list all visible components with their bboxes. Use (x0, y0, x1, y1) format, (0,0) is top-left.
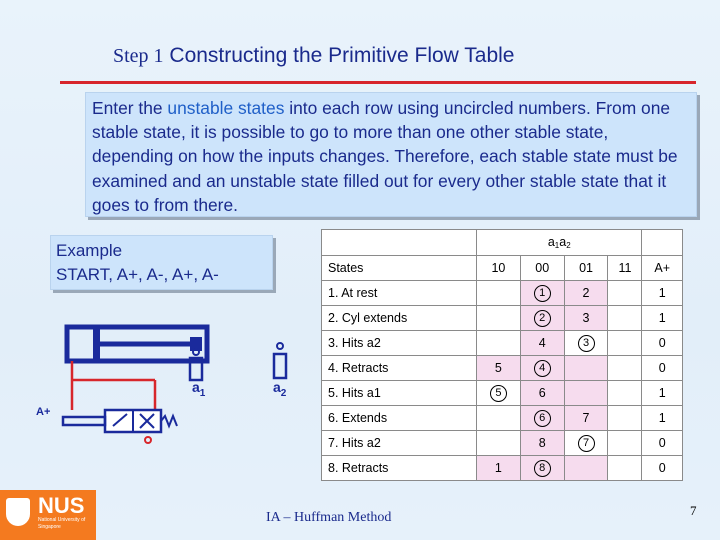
table-cell (608, 406, 642, 431)
table-cell (520, 356, 564, 381)
table-cell: 1 (642, 281, 683, 306)
state-label: 8. Retracts (322, 456, 477, 481)
table-row (322, 331, 683, 356)
table-cell (564, 331, 608, 356)
state-label: 1. At rest (322, 281, 477, 306)
state-label: 6. Extends (322, 406, 477, 431)
table-cell (608, 281, 642, 306)
state-label: 4. Retracts (322, 356, 477, 381)
limit-switch-a1 (190, 349, 202, 380)
footer-text: IA – Huffman Method (266, 510, 392, 525)
table-cell: 3 (564, 306, 608, 331)
solenoid (63, 417, 105, 425)
stable-state-circle: 4 (534, 360, 551, 377)
label-a1: $a_1$ (192, 379, 206, 399)
state-label: 3. Hits a2 (322, 331, 477, 356)
state-label: 5. Hits a1 (322, 381, 477, 406)
table-cell: 0 (642, 356, 683, 381)
table-cell (564, 356, 608, 381)
stable-state-circle: 2 (534, 310, 551, 327)
logo-text: NUS (38, 493, 85, 518)
table-row (322, 381, 683, 406)
logo-subtitle: National University of Singapore (38, 517, 86, 530)
stable-state-circle: 5 (490, 385, 507, 402)
table-cell: 4 (520, 331, 564, 356)
table-cell: 1 (477, 456, 521, 481)
title-text: Constructing the Primitive Flow Table (169, 44, 515, 67)
piston (93, 327, 100, 361)
instruction-box (85, 92, 697, 217)
column-header: 00 (520, 256, 564, 281)
table-row (322, 281, 683, 306)
table-cell: 1 (642, 381, 683, 406)
pressure-port (145, 437, 151, 443)
step-label: Step 1 (113, 45, 164, 67)
table-cell (608, 456, 642, 481)
table-cell (608, 381, 642, 406)
table-row (322, 406, 683, 431)
table-cell: 0 (642, 331, 683, 356)
table-cell (564, 456, 608, 481)
table-cell (477, 381, 521, 406)
table-cell: 0 (642, 456, 683, 481)
table-header-columns (322, 256, 683, 281)
table-row (322, 356, 683, 381)
label-a2: $a_2$ (273, 379, 287, 399)
primitive-flow-table (321, 229, 683, 481)
table-cell (608, 431, 642, 456)
example-sequence: START, A+, A-, A+, A- (56, 265, 219, 284)
table-cell (520, 406, 564, 431)
table-row (322, 456, 683, 481)
column-header: 10 (477, 256, 521, 281)
table-cell (477, 331, 521, 356)
example-box (50, 235, 273, 290)
states-header: States (322, 256, 477, 281)
table-cell: 5 (477, 356, 521, 381)
return-spring (161, 416, 177, 426)
stable-state-circle: 1 (534, 285, 551, 302)
slide-title (113, 44, 515, 68)
state-label: 2. Cyl extends (322, 306, 477, 331)
table-cell: 2 (564, 281, 608, 306)
table-cell: 1 (642, 406, 683, 431)
stable-state-circle: 8 (534, 460, 551, 477)
column-header: 11 (608, 256, 642, 281)
stable-state-circle: 7 (578, 435, 595, 452)
table-row (322, 306, 683, 331)
title-divider (60, 81, 696, 84)
column-header: A+ (642, 256, 683, 281)
table-cell: 6 (520, 381, 564, 406)
stable-state-circle: 6 (534, 410, 551, 427)
table-cell (477, 406, 521, 431)
table-row (322, 431, 683, 456)
table-cell (608, 356, 642, 381)
highlight-unstable-states: unstable states (167, 98, 285, 118)
table-cell (564, 381, 608, 406)
label-aplus: A+ (36, 406, 51, 418)
instruction-text: Enter the unstable states into each row using uncircled numbers. From one stable state, it is possible to go to more than one other stable state, depending on how the inputs changes. Therefore, each stable state must be examined and an unstable state filled out for every other stable state that it goes to from there. (92, 98, 678, 215)
table-cell (608, 306, 642, 331)
page-number: 7 (690, 503, 697, 518)
nus-logo (0, 490, 96, 540)
table-cell: 8 (520, 431, 564, 456)
column-header: 01 (564, 256, 608, 281)
example-heading: Example (56, 241, 123, 260)
limit-switch-a2 (274, 343, 286, 378)
table-cell (564, 431, 608, 456)
table-cell: 0 (642, 431, 683, 456)
table-cell (477, 281, 521, 306)
table-cell (520, 456, 564, 481)
input-variables-header: $a_1a_2$ (477, 230, 642, 256)
pneumatic-circuit-diagram (30, 322, 300, 452)
table-cell: 7 (564, 406, 608, 431)
stable-state-circle: 3 (578, 335, 595, 352)
crest-icon (6, 498, 30, 526)
table-cell (477, 306, 521, 331)
state-label: 7. Hits a2 (322, 431, 477, 456)
table-cell (477, 431, 521, 456)
table-cell: 1 (642, 306, 683, 331)
table-cell (520, 281, 564, 306)
table-cell (608, 331, 642, 356)
table-header-top (322, 230, 683, 256)
table-cell (520, 306, 564, 331)
